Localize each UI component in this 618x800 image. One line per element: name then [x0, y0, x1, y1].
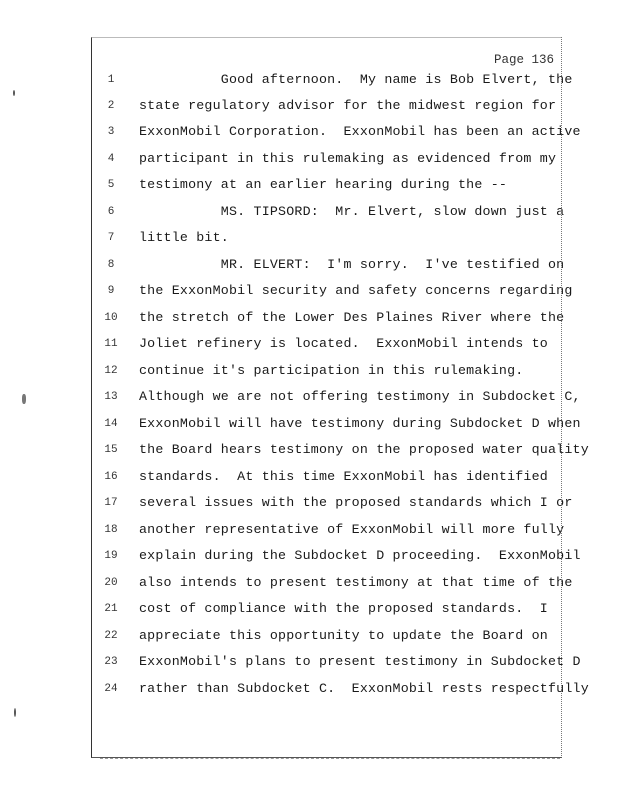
- scan-speck: [22, 394, 26, 404]
- line-number: 21: [104, 603, 118, 615]
- line-text: testimony at an earlier hearing during the --: [139, 177, 508, 192]
- line-text: ExxonMobil's plans to present testimony in Subdocket D: [139, 654, 581, 669]
- line-text: MS. TIPSORD: Mr. Elvert, slow down just a: [139, 204, 565, 219]
- transcript-line: [92, 151, 562, 169]
- transcript-line: [92, 98, 562, 116]
- transcript-line: [92, 230, 562, 248]
- line-number: 7: [107, 232, 115, 244]
- line-number: 11: [104, 338, 118, 350]
- line-number: 12: [104, 365, 118, 377]
- page-number: Page 136: [493, 53, 554, 67]
- transcript-line: [92, 548, 581, 566]
- transcript-line: [92, 336, 562, 354]
- line-number: 9: [107, 285, 115, 297]
- line-number: 13: [104, 391, 118, 403]
- line-text: little bit.: [139, 230, 229, 245]
- line-number: 17: [104, 497, 118, 509]
- transcript-line: [92, 416, 581, 434]
- transcript-line: [92, 654, 581, 672]
- transcript-line: [92, 575, 573, 593]
- transcript-line: [92, 628, 562, 646]
- transcript-line: [92, 495, 573, 513]
- transcript-page: [91, 37, 589, 758]
- line-text: another representative of ExxonMobil will more fully: [139, 522, 565, 537]
- line-number: 10: [104, 312, 118, 324]
- line-text: several issues with the proposed standards which I or: [139, 495, 573, 510]
- line-text: Good afternoon. My name is Bob Elvert, the: [139, 72, 573, 87]
- line-number: 2: [107, 100, 115, 112]
- line-text: the Board hears testimony on the proposed water quality: [139, 442, 589, 457]
- transcript-line: [92, 522, 565, 540]
- transcript-line: [92, 204, 565, 222]
- line-number: 24: [104, 683, 118, 695]
- line-text: explain during the Subdocket D proceeding. ExxonMobil: [139, 548, 581, 563]
- line-text: Although we are not offering testimony in Subdocket C,: [139, 389, 581, 404]
- line-number: 3: [107, 126, 115, 138]
- transcript-line: [92, 442, 589, 460]
- line-text: MR. ELVERT: I'm sorry. I've testified on: [139, 257, 565, 272]
- transcript-line: [92, 257, 565, 275]
- line-text: ExxonMobil Corporation. ExxonMobil has been an active: [139, 124, 581, 139]
- line-number: 4: [107, 153, 115, 165]
- transcript-line: [92, 310, 565, 328]
- line-text: appreciate this opportunity to update the Board on: [139, 628, 548, 643]
- line-number: 5: [107, 179, 115, 191]
- line-number: 22: [104, 630, 118, 642]
- line-number: 18: [104, 524, 118, 536]
- transcript-line: [92, 469, 562, 487]
- page-right-edge: [561, 37, 564, 756]
- transcript-line: [92, 601, 562, 619]
- line-number: 8: [107, 259, 115, 271]
- line-number: 1: [107, 74, 115, 86]
- line-text: ExxonMobil will have testimony during Subdocket D when: [139, 416, 581, 431]
- transcript-line: [92, 283, 573, 301]
- line-text: the ExxonMobil security and safety concerns regarding: [139, 283, 573, 298]
- line-number: 20: [104, 577, 118, 589]
- transcript-line: [92, 124, 581, 142]
- scan-bottom-edge: [100, 758, 560, 760]
- line-text: the stretch of the Lower Des Plaines River where the: [139, 310, 565, 325]
- line-text: continue it's participation in this rulemaking.: [139, 363, 524, 378]
- transcript-line: [92, 389, 581, 407]
- transcript-line: [92, 363, 562, 381]
- line-text: Joliet refinery is located. ExxonMobil intends to: [139, 336, 548, 351]
- line-text: rather than Subdocket C. ExxonMobil rests respectfully: [139, 681, 589, 696]
- line-number: 14: [104, 418, 118, 430]
- line-number: 16: [104, 471, 118, 483]
- line-text: also intends to present testimony at that time of the: [139, 575, 573, 590]
- line-text: standards. At this time ExxonMobil has identified: [139, 469, 548, 484]
- line-number: 23: [104, 656, 118, 668]
- line-number: 15: [104, 444, 118, 456]
- transcript-line: [92, 681, 589, 699]
- line-number: 6: [107, 206, 115, 218]
- line-number: 19: [104, 550, 118, 562]
- line-text: state regulatory advisor for the midwest region for: [139, 98, 557, 113]
- transcript-line: [92, 72, 573, 90]
- line-text: cost of compliance with the proposed standards. I: [139, 601, 548, 616]
- transcript-line: [92, 177, 562, 195]
- scan-speck: [14, 708, 16, 717]
- scan-speck: [13, 90, 15, 96]
- line-text: participant in this rulemaking as evidenced from my: [139, 151, 557, 166]
